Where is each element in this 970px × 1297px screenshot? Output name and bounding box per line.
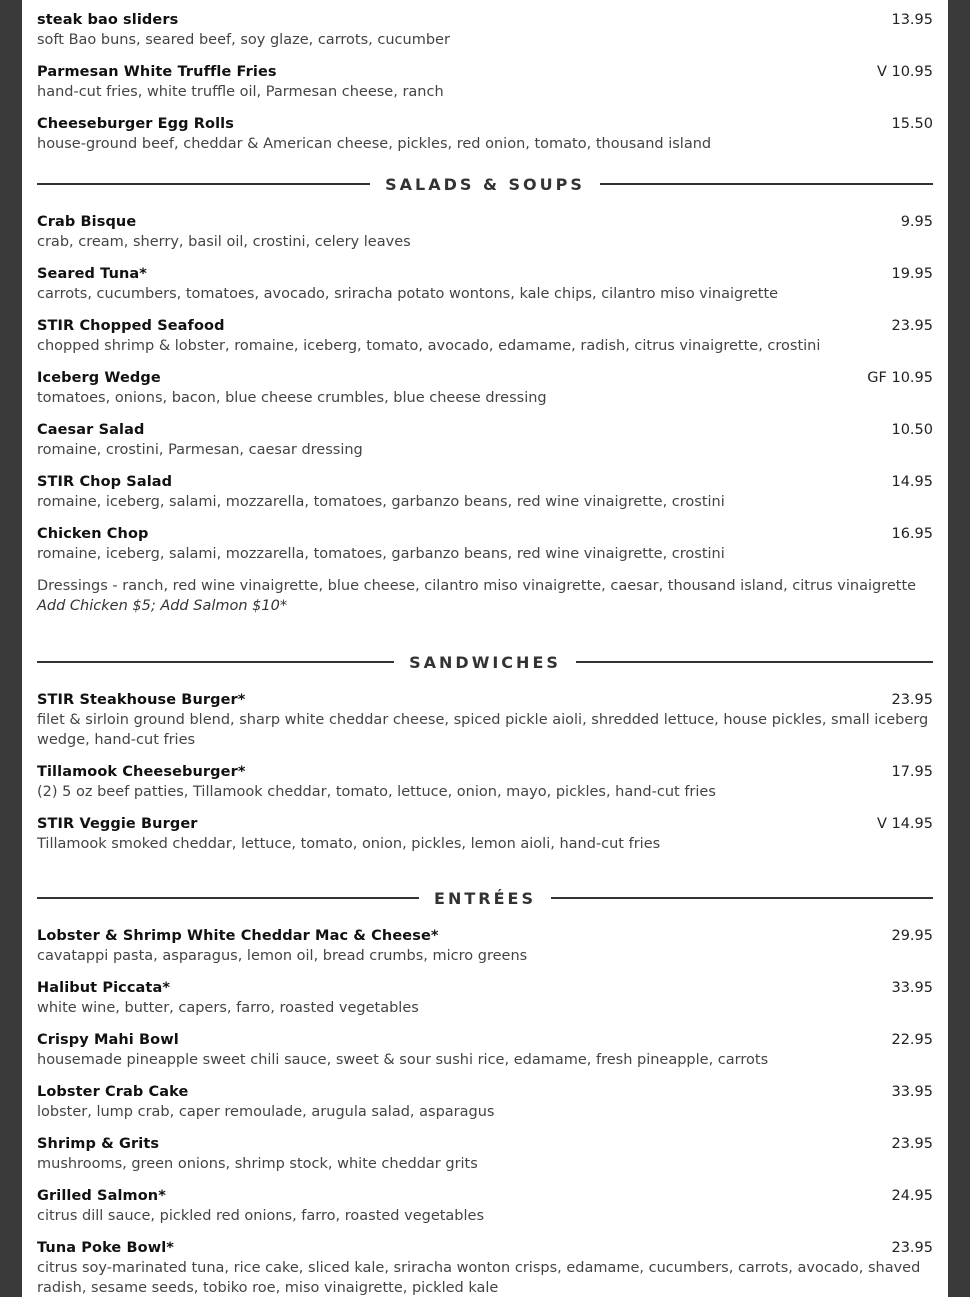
- menu-item: [37, 1134, 933, 1174]
- item-price: 9.95: [900, 214, 933, 230]
- item-name: Crab Bisque: [37, 214, 137, 230]
- dressings-note: Dressings - ranch, red wine vinaigrette, blue cheese, cilantro miso vinaigrette, caesar, thousand island, citrus vinaigrette: [37, 578, 917, 594]
- item-name: Cheeseburger Egg Rolls: [37, 116, 234, 132]
- item-price: 23.95: [891, 318, 933, 334]
- section-header-sandwiches: [37, 644, 933, 680]
- section-header-salads: [37, 166, 933, 202]
- item-name: STIR Steakhouse Burger*: [37, 692, 246, 708]
- item-name: Seared Tuna*: [37, 266, 147, 282]
- item-description: soft Bao buns, seared beef, soy glaze, carrots, cucumber: [37, 32, 450, 48]
- item-price: 16.95: [891, 526, 933, 542]
- item-description: cavatappi pasta, asparagus, lemon oil, bread crumbs, micro greens: [37, 948, 528, 964]
- item-price: GF 10.95: [867, 370, 933, 386]
- item-price: 23.95: [891, 692, 933, 708]
- item-name: Lobster & Shrimp White Cheddar Mac & Cheese*: [37, 928, 439, 944]
- item-price: 19.95: [891, 266, 933, 282]
- divider: [37, 897, 419, 899]
- item-description: crab, cream, sherry, basil oil, crostini, celery leaves: [37, 234, 411, 250]
- item-price: V 10.95: [876, 64, 933, 80]
- menu-content: [37, 10, 933, 1297]
- item-name: Chicken Chop: [37, 526, 149, 542]
- item-name: Shrimp & Grits: [37, 1136, 160, 1152]
- item-price: 23.95: [891, 1240, 933, 1256]
- item-description: romaine, crostini, Parmesan, caesar dressing: [37, 442, 363, 458]
- item-price: 17.95: [891, 764, 933, 780]
- menu-item: [37, 114, 933, 154]
- menu-page: [22, 0, 948, 1297]
- item-description: citrus dill sauce, pickled red onions, farro, roasted vegetables: [37, 1208, 485, 1224]
- menu-item: [37, 1238, 933, 1297]
- item-description: filet & sirloin ground blend, sharp white cheddar cheese, spiced pickle aioli, shredded lettuce, house pickles, small iceberg wedge, hand-cut fries: [37, 712, 929, 748]
- item-description: (2) 5 oz beef patties, Tillamook cheddar, tomato, lettuce, onion, mayo, pickles, hand-cut fries: [37, 784, 716, 800]
- menu-item: [37, 814, 933, 854]
- section-title: SANDWICHES: [409, 652, 561, 672]
- menu-item: [37, 524, 933, 564]
- section-title: ENTRÉES: [434, 888, 536, 908]
- menu-item: [37, 420, 933, 460]
- section-header-entrees: [37, 880, 933, 916]
- item-price: 29.95: [891, 928, 933, 944]
- sandwiches-list: [37, 690, 933, 854]
- menu-item: [37, 212, 933, 252]
- item-name: STIR Veggie Burger: [37, 816, 198, 832]
- menu-item: [37, 1082, 933, 1122]
- item-description: romaine, iceberg, salami, mozzarella, tomatoes, garbanzo beans, red wine vinaigrette, crostini: [37, 546, 725, 562]
- item-description: romaine, iceberg, salami, mozzarella, tomatoes, garbanzo beans, red wine vinaigrette, crostini: [37, 494, 725, 510]
- menu-item: [37, 762, 933, 802]
- menu-item: [37, 1186, 933, 1226]
- item-description: house-ground beef, cheddar & American cheese, pickles, red onion, tomato, thousand island: [37, 136, 712, 152]
- menu-item: [37, 10, 933, 50]
- item-price: V 14.95: [876, 816, 933, 832]
- item-name: Halibut Piccata*: [37, 980, 171, 996]
- item-name: STIR Chop Salad: [37, 474, 173, 490]
- divider: [37, 183, 370, 185]
- item-description: citrus soy-marinated tuna, rice cake, sliced kale, sriracha wonton crisps, edamame, cucumbers, carrots, avocado, shaved radish, sesame seeds, tobiko roe, miso vinaigrette, pickled kale: [37, 1260, 921, 1296]
- item-price: 22.95: [891, 1032, 933, 1048]
- item-price: 24.95: [891, 1188, 933, 1204]
- menu-item: [37, 368, 933, 408]
- divider: [576, 661, 933, 663]
- item-name: Caesar Salad: [37, 422, 145, 438]
- item-name: Crispy Mahi Bowl: [37, 1032, 179, 1048]
- menu-item: [37, 472, 933, 512]
- menu-item: [37, 1030, 933, 1070]
- item-description: white wine, butter, capers, farro, roasted vegetables: [37, 1000, 419, 1016]
- item-description: carrots, cucumbers, tomatoes, avocado, sriracha potato wontons, kale chips, cilantro miso vinaigrette: [37, 286, 779, 302]
- item-price: 15.50: [891, 116, 933, 132]
- divider: [600, 183, 933, 185]
- item-description: Tillamook smoked cheddar, lettuce, tomato, onion, pickles, lemon aioli, hand-cut fries: [37, 836, 661, 852]
- item-price: 23.95: [891, 1136, 933, 1152]
- item-name: STIR Chopped Seafood: [37, 318, 225, 334]
- item-description: hand-cut fries, white truffle oil, Parmesan cheese, ranch: [37, 84, 444, 100]
- starters-list: [37, 10, 933, 154]
- divider: [551, 897, 933, 899]
- item-name: Lobster Crab Cake: [37, 1084, 189, 1100]
- item-name: Grilled Salmon*: [37, 1188, 166, 1204]
- item-name: Iceberg Wedge: [37, 370, 161, 386]
- menu-item: [37, 62, 933, 102]
- item-price: 13.95: [891, 12, 933, 28]
- item-price: 33.95: [891, 980, 933, 996]
- menu-item: [37, 978, 933, 1018]
- item-name: Tuna Poke Bowl*: [37, 1240, 174, 1256]
- menu-item: [37, 690, 933, 750]
- item-description: lobster, lump crab, caper remoulade, arugula salad, asparagus: [37, 1104, 495, 1120]
- addons-note: Add Chicken $5; Add Salmon $10*: [37, 598, 288, 614]
- item-description: chopped shrimp & lobster, romaine, iceberg, tomato, avocado, edamame, radish, citrus vinaigrette, crostini: [37, 338, 821, 354]
- item-description: housemade pineapple sweet chili sauce, sweet & sour sushi rice, edamame, fresh pineapple, carrots: [37, 1052, 769, 1068]
- divider: [37, 661, 394, 663]
- item-price: 33.95: [891, 1084, 933, 1100]
- menu-item: [37, 264, 933, 304]
- item-price: 10.50: [891, 422, 933, 438]
- item-price: 14.95: [891, 474, 933, 490]
- item-name: Tillamook Cheeseburger*: [37, 764, 246, 780]
- item-description: mushrooms, green onions, shrimp stock, white cheddar grits: [37, 1156, 478, 1172]
- spacer: [37, 866, 933, 880]
- salad-notes: [37, 576, 933, 616]
- item-name: Parmesan White Truffle Fries: [37, 64, 277, 80]
- entrees-list: [37, 926, 933, 1297]
- menu-item: [37, 926, 933, 966]
- salads-list: [37, 212, 933, 616]
- item-name: steak bao sliders: [37, 12, 179, 28]
- section-title: SALADS & SOUPS: [385, 174, 585, 194]
- menu-item: [37, 316, 933, 356]
- item-description: tomatoes, onions, bacon, blue cheese crumbles, blue cheese dressing: [37, 390, 547, 406]
